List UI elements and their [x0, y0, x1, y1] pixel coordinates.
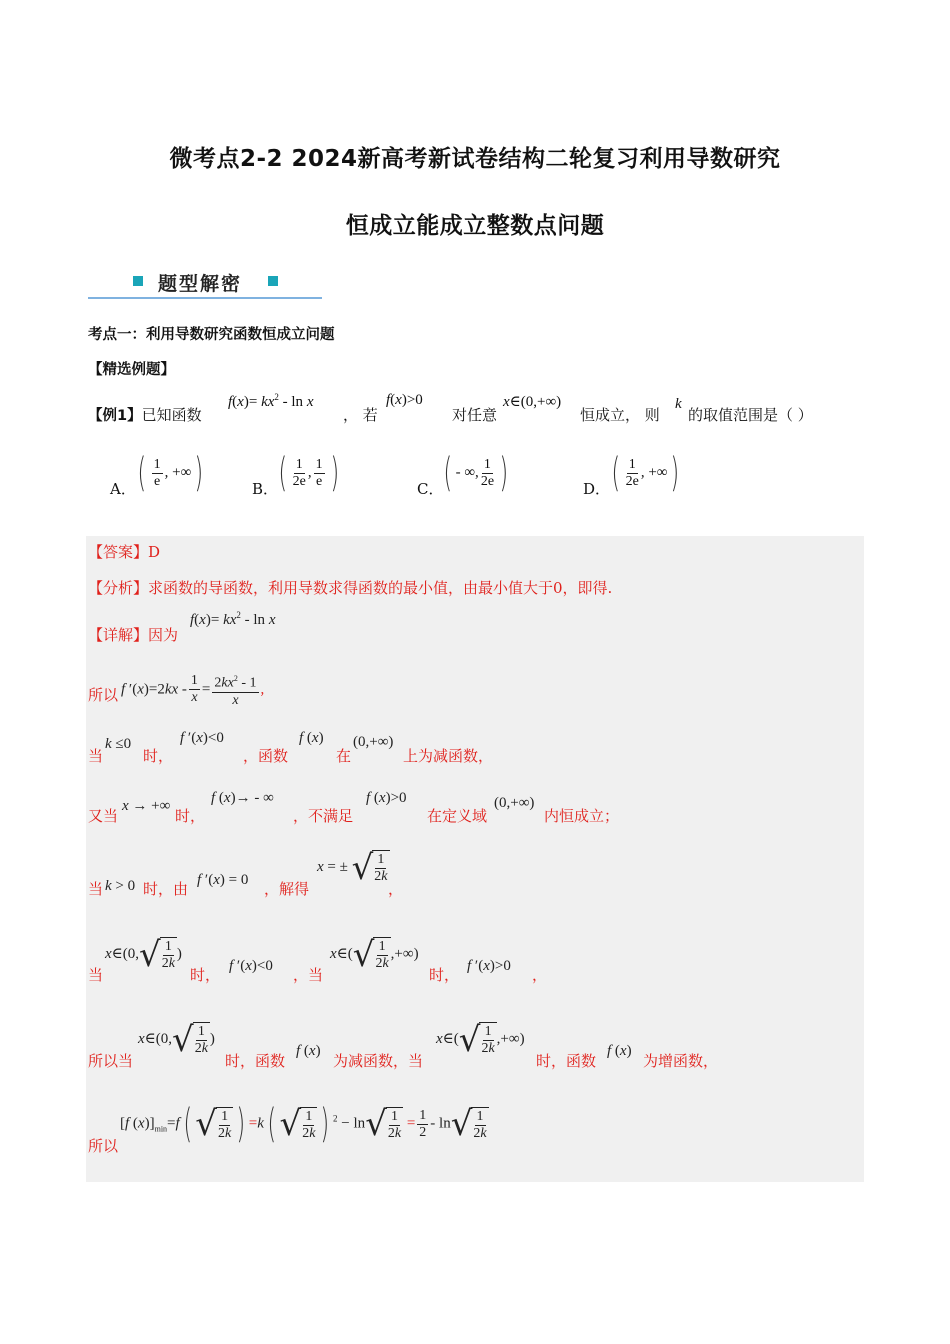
question-text: ， 若 — [343, 406, 378, 424]
step-case1-cond: k ≤0 — [105, 736, 132, 752]
step-minimum-label: 所以 — [88, 1137, 119, 1155]
detail-function: $f(x)= kx^2 - \ln x$ — [190, 610, 276, 628]
step-case1-func: f (x) — [299, 730, 324, 746]
step-limit: ，不满足 — [293, 807, 354, 825]
step-monotonic-pos: f ′(x)>0 — [467, 958, 511, 974]
step-conclusion-f1: f (x) — [296, 1043, 321, 1059]
question-variable: k — [675, 396, 682, 412]
banner-underline — [88, 297, 322, 299]
example-tag: 【例1】 — [88, 408, 142, 424]
step-monotonic-int2: x∈( √ $\frac{1}{2k}$ ,+∞) — [330, 934, 419, 975]
option-d-label[interactable]: D． — [583, 480, 611, 498]
step-limit-f: f (x)→ - ∞ — [211, 790, 274, 806]
step-monotonic: ，当 — [293, 966, 324, 984]
step-limit-x: x → +∞ — [122, 798, 171, 814]
banner-square-icon — [268, 276, 278, 286]
answer-line: 【答案】D — [88, 543, 161, 561]
answer-value: D — [148, 543, 161, 561]
step-monotonic: ， — [532, 966, 548, 984]
step-conclusion: 时，函数 — [536, 1052, 597, 1070]
step-monotonic: 当 — [88, 966, 104, 984]
step-monotonic: 时， — [429, 966, 460, 984]
question-domain: x∈(0,+∞) — [503, 394, 562, 410]
step-case2: 时，由 — [143, 880, 189, 898]
step-conclusion-int2: x∈( √ $\frac{1}{2k}$ ,+∞) — [436, 1019, 525, 1060]
step-case2-eq: f ′(x) = 0 — [197, 872, 249, 888]
step-limit-domain: (0,+∞) — [494, 795, 535, 811]
section-heading: 考点一：利用导数研究函数恒成立问题 — [88, 327, 335, 343]
option-c-label[interactable]: C． — [417, 480, 444, 498]
solution-panel — [86, 536, 864, 1182]
option-d-value[interactable]: ( $\frac{1}{2e}$ , +∞) — [611, 450, 680, 496]
step-derivative-formula: f ′(x)=2kx - $\frac{1}{x}$ = $\frac{2kx^2 - 1}{x}$ , — [121, 671, 264, 709]
step-case1: 时， — [143, 747, 174, 765]
option-b-value[interactable]: ( $\frac{1}{2e}$ , $\frac{1}{e}$ ) — [278, 450, 339, 496]
option-a-label[interactable]: A． — [110, 480, 136, 498]
step-conclusion-int1: x∈(0, √ $\frac{1}{2k}$ ) — [138, 1019, 215, 1060]
step-case1: 当 — [88, 747, 104, 765]
analysis-line: 【分析】求函数的导函数，利用导数求得函数的最小值，由最小值大于0，即得. — [88, 579, 613, 597]
section-subheading: 【精选例题】 — [88, 362, 175, 378]
step-conclusion-f2: f (x) — [607, 1043, 632, 1059]
option-b-label[interactable]: B． — [252, 480, 279, 498]
step-minimum-formula: [f $(x)]_{min}=f$( √ $\frac{1}{2k}$ ) =k( √ $\frac{1}{2k}$ ) $^2$ − ln √ $\frac{1}{2k}$ = $\frac{1}{2}$ - ln √ $\frac{1}{2k}$ — [120, 1101, 487, 1147]
option-c-value[interactable]: ( - ∞, $\frac{1}{2e}$ ) — [443, 450, 509, 496]
step-limit: 在定义域 — [427, 807, 488, 825]
question-text: 对任意 — [452, 406, 498, 424]
step-case1: 在 — [336, 747, 352, 765]
step-case1: ，函数 — [243, 747, 289, 765]
step-case1-deriv: f ′(x)<0 — [180, 730, 224, 746]
step-conclusion: 为增函数， — [643, 1052, 719, 1070]
step-case2: 当 — [88, 880, 104, 898]
step-case2: ，解得 — [264, 880, 310, 898]
step-case2-cond: k > 0 — [105, 878, 136, 894]
step-limit: 内恒成立； — [544, 807, 620, 825]
step-monotonic: 时， — [190, 966, 221, 984]
detail-line: 【详解】因为 — [88, 626, 179, 644]
step-conclusion: 时，函数 — [225, 1052, 286, 1070]
step-limit: 时， — [175, 807, 206, 825]
question-function: $f(x)= kx^2 - \ln x$ — [228, 392, 314, 410]
step-case1: 上为减函数， — [403, 747, 494, 765]
step-derivative-label: 所以 — [88, 686, 119, 704]
question-condition: f(x)>0 — [386, 392, 423, 408]
step-monotonic-int1: x∈(0, √ $\frac{1}{2k}$ ) — [105, 934, 182, 975]
step-conclusion: 所以当 — [88, 1052, 134, 1070]
example-question — [88, 404, 202, 425]
question-text: 的取值范围是（ ） — [688, 406, 813, 424]
step-case2: ， — [388, 880, 404, 898]
question-text: 恒成立， 则 — [580, 406, 660, 424]
banner-square-icon — [133, 276, 143, 286]
banner-label: 题型解密 — [158, 273, 243, 295]
step-limit-cond: f (x)>0 — [366, 790, 407, 806]
step-case2-root: x = ± √ $\frac{1}{2k}$ — [317, 847, 388, 888]
question-text: 已知函数 — [141, 406, 202, 424]
doc-title-line1: 微考点2-2 2024新高考新试卷结构二轮复习利用导数研究 — [169, 146, 781, 172]
doc-title-line2: 恒成立能成立整数点问题 — [345, 213, 605, 239]
option-a-value[interactable]: ( $\frac{1}{e}$ , +∞) — [137, 450, 204, 496]
step-monotonic-neg: f ′(x)<0 — [229, 958, 273, 974]
step-limit: 又当 — [88, 807, 119, 825]
step-case1-interval: (0,+∞) — [353, 734, 394, 750]
step-conclusion: 为减函数，当 — [333, 1052, 424, 1070]
